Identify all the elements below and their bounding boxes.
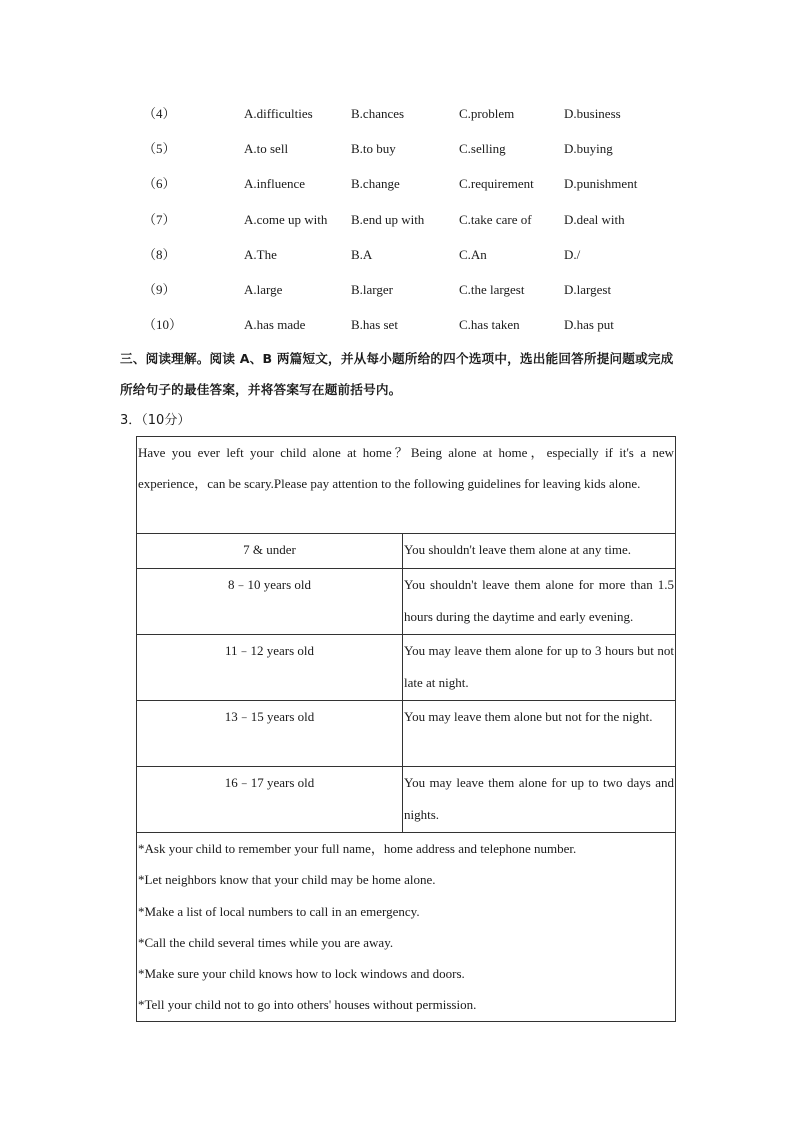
tip-item: *Call the child several times while you are away.: [138, 934, 394, 950]
option-a: A.to sell: [244, 141, 289, 157]
option-c: C.take care of: [459, 211, 532, 227]
option-row-8: [0, 237, 794, 272]
guidelines-table: [136, 436, 676, 1022]
table-row: [137, 534, 676, 569]
question-number: （7）: [143, 211, 176, 227]
age-group: 7 & under: [137, 534, 403, 569]
age-group: 13﹣15 years old: [137, 701, 403, 767]
option-c: C.problem: [459, 106, 515, 121]
option-a: A.come up with: [244, 211, 328, 227]
option-row-6: [0, 166, 794, 201]
question-number: （5）: [143, 141, 176, 157]
rule-text: You may leave them alone for up to two days and nights.: [403, 767, 676, 833]
option-b: B.change: [351, 176, 400, 192]
question-number: （9）: [143, 281, 176, 297]
table-row: [137, 701, 676, 767]
option-c: C.the largest: [459, 281, 525, 297]
option-b: B.has set: [351, 317, 398, 333]
option-d: D.largest: [564, 281, 612, 297]
option-a: A.influence: [244, 176, 306, 192]
option-b: B.larger: [351, 281, 393, 297]
option-a: A.The: [244, 246, 277, 262]
option-c: C.An: [459, 246, 487, 262]
question-label: 3．（10分）: [120, 413, 191, 428]
option-b: B.to buy: [351, 141, 396, 157]
option-b: B.chances: [351, 106, 405, 121]
table-row: [137, 569, 676, 635]
answer-options: [0, 96, 794, 342]
option-a: A.has made: [244, 317, 306, 333]
option-d: D.punishment: [564, 176, 638, 192]
age-group: 8﹣10 years old: [137, 569, 403, 635]
rule-text: You shouldn't leave them alone at any time.: [403, 534, 676, 569]
option-row-9: [0, 272, 794, 307]
option-c: C.selling: [459, 141, 506, 157]
question-number: （6）: [143, 176, 176, 192]
question-number: （4）: [143, 106, 176, 121]
tips-list: [137, 833, 676, 1022]
option-d: D.has put: [564, 317, 614, 333]
option-row-4: [0, 96, 794, 131]
tip-item: *Make a list of local numbers to call in an emergency.: [138, 903, 420, 919]
option-row-7: [0, 202, 794, 237]
question-number: （10）: [143, 317, 183, 333]
option-c: C.has taken: [459, 317, 520, 333]
option-b: B.A: [351, 246, 373, 262]
tip-item: *Tell your child not to go into others' houses without permission.: [138, 997, 477, 1013]
option-d: D.buying: [564, 141, 613, 157]
tip-item: *Make sure your child knows how to lock windows and doors.: [138, 966, 465, 982]
option-row-5: [0, 131, 794, 166]
rule-text: You shouldn't leave them alone for more than 1.5 hours during the daytime and early evening.: [403, 569, 676, 635]
rule-text: You may leave them alone for up to 3 hours but not late at night.: [403, 635, 676, 701]
table-row: [137, 635, 676, 701]
question-number: （8）: [143, 246, 176, 262]
section-heading: 三、阅读理解。阅读 A、B 两篇短文，并从每小题所给的四个选项中，选出能回答所提问题或完成所给句子的最佳答案，并将答案写在题前括号内。: [120, 351, 674, 397]
option-d: D./: [564, 246, 581, 262]
table-row: [137, 767, 676, 833]
option-d: D.business: [564, 106, 621, 121]
tip-item: *Let neighbors know that your child may be home alone.: [138, 872, 436, 888]
age-group: 11﹣12 years old: [137, 635, 403, 701]
option-d: D.deal with: [564, 211, 625, 227]
option-a: A.difficulties: [244, 106, 313, 121]
age-group: 16﹣17 years old: [137, 767, 403, 833]
intro-text: Have you ever left your child alone at home？Being alone at home，especially if it's a new experience，can be scary.Please pay attention to the following guidelines for leaving kids alone.: [137, 437, 676, 534]
option-a: A.large: [244, 281, 283, 297]
table-intro-row: [137, 437, 676, 534]
rule-text: You may leave them alone but not for the night.: [403, 701, 676, 767]
option-b: B.end up with: [351, 211, 425, 227]
option-c: C.requirement: [459, 176, 534, 192]
tips-row: [137, 833, 676, 1022]
option-row-10: [0, 307, 794, 342]
tip-item: *Ask your child to remember your full name，home address and telephone number.: [138, 841, 577, 856]
